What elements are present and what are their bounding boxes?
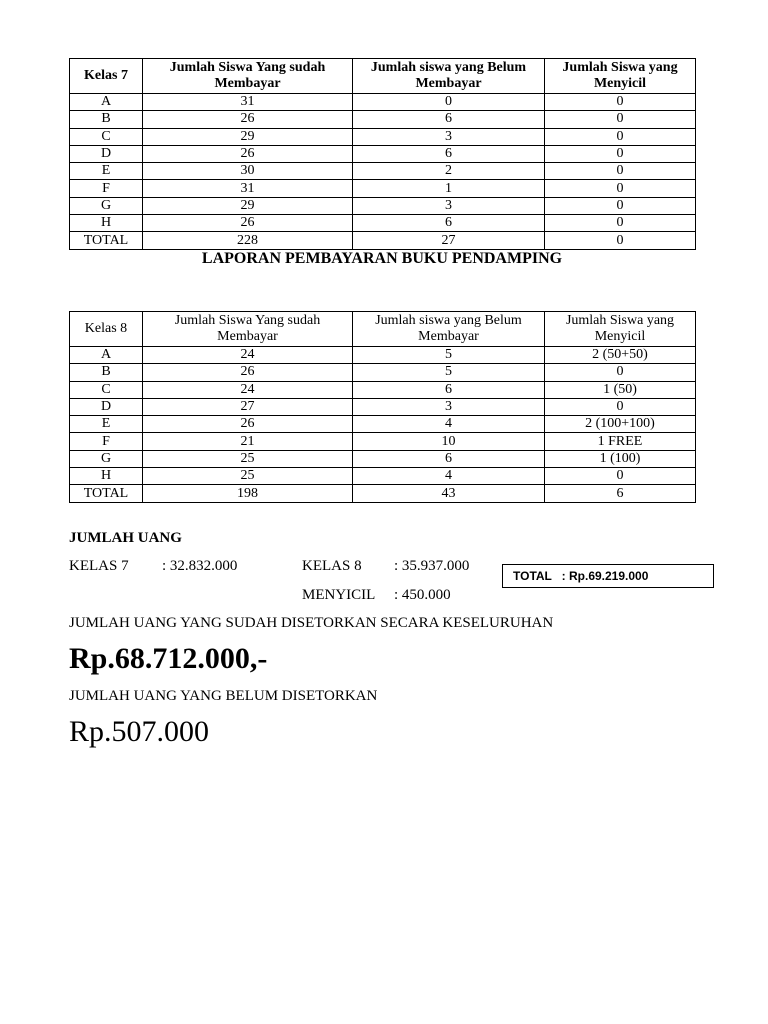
pending-label: JUMLAH UANG YANG BELUM DISETORKAN [69, 688, 378, 704]
table-header-row [70, 59, 696, 94]
table-row [70, 364, 696, 381]
cell-kelas: D [70, 145, 143, 162]
table-row [70, 145, 696, 162]
cell-kelas: F [70, 433, 143, 450]
cell-sudah: 31 [143, 94, 353, 111]
table-row [70, 450, 696, 467]
kelas7-table [69, 58, 696, 250]
cell-sudah: 31 [143, 180, 353, 197]
cell-sudah: 27 [143, 398, 353, 415]
header-sudah-membayar: Jumlah Siswa Yang sudah Membayar [143, 59, 353, 94]
report-title: LAPORAN PEMBAYARAN BUKU PENDAMPING [201, 250, 563, 267]
table-row [70, 433, 696, 450]
cell-belum: 4 [353, 468, 545, 485]
cell-kelas: E [70, 163, 143, 180]
header-belum-membayar: Jumlah siswa yang Belum Membayar [353, 312, 545, 347]
cell-kelas: E [70, 416, 143, 433]
cell-menyicil: 0 [545, 364, 696, 381]
table-row [70, 381, 696, 398]
cell-kelas: H [70, 215, 143, 232]
cell-menyicil: 0 [545, 180, 696, 197]
cell-belum: 6 [353, 111, 545, 128]
cell-menyicil: 2 (50+50) [545, 347, 696, 364]
header-menyicil: Jumlah Siswa yang Menyicil [545, 312, 696, 347]
cell-menyicil: 0 [545, 145, 696, 162]
cell-menyicil: 0 [545, 232, 696, 249]
table-row [70, 416, 696, 433]
header-menyicil: Jumlah Siswa yang Menyicil [545, 59, 696, 94]
cell-belum: 6 [353, 215, 545, 232]
cell-kelas: A [70, 94, 143, 111]
cell-menyicil: 0 [545, 468, 696, 485]
table-row [70, 468, 696, 485]
cell-belum: 0 [353, 94, 545, 111]
cell-sudah: 24 [143, 347, 353, 364]
cell-kelas: H [70, 468, 143, 485]
cell-kelas: C [70, 128, 143, 145]
table-row [70, 347, 696, 364]
jumlah-uang-heading: JUMLAH UANG [69, 530, 182, 546]
cell-kelas: B [70, 111, 143, 128]
kelas8-value: : 35.937.000 [394, 558, 470, 574]
cell-sudah: 26 [143, 145, 353, 162]
cell-menyicil: 2 (100+100) [545, 416, 696, 433]
cell-kelas: D [70, 398, 143, 415]
cell-sudah: 228 [143, 232, 353, 249]
cell-sudah: 25 [143, 468, 353, 485]
header-kelas: Kelas 7 [70, 59, 143, 94]
cell-menyicil: 0 [545, 128, 696, 145]
cell-menyicil: 1 FREE [545, 433, 696, 450]
cell-sudah: 29 [143, 197, 353, 214]
cell-sudah: 25 [143, 450, 353, 467]
cell-sudah: 21 [143, 433, 353, 450]
cell-menyicil: 0 [545, 215, 696, 232]
table-row [70, 398, 696, 415]
cell-belum: 3 [353, 197, 545, 214]
cell-kelas: B [70, 364, 143, 381]
cell-menyicil: 0 [545, 398, 696, 415]
header-kelas: Kelas 8 [70, 312, 143, 347]
cell-sudah: 29 [143, 128, 353, 145]
cell-kelas: TOTAL [70, 232, 143, 249]
cell-belum: 4 [353, 416, 545, 433]
deposited-label: JUMLAH UANG YANG SUDAH DISETORKAN SECARA KESELURUHAN [69, 615, 554, 631]
cell-belum: 5 [353, 364, 545, 381]
table-row [70, 180, 696, 197]
cell-sudah: 26 [143, 111, 353, 128]
cell-belum: 3 [353, 398, 545, 415]
table-row [70, 197, 696, 214]
table-row [70, 94, 696, 111]
cell-belum: 6 [353, 450, 545, 467]
table-row [70, 128, 696, 145]
cell-sudah: 26 [143, 364, 353, 381]
cell-menyicil: 1 (50) [545, 381, 696, 398]
cell-menyicil: 0 [545, 94, 696, 111]
pending-amount: Rp.507.000 [69, 715, 210, 748]
table-row [70, 111, 696, 128]
total-box: TOTAL : Rp.69.219.000 [502, 564, 714, 588]
deposited-amount: Rp.68.712.000,- [69, 642, 268, 675]
table-total-row [70, 232, 696, 249]
cell-belum: 6 [353, 381, 545, 398]
cell-menyicil: 0 [545, 111, 696, 128]
menyicil-value: : 450.000 [394, 587, 451, 603]
cell-belum: 3 [353, 128, 545, 145]
cell-sudah: 26 [143, 416, 353, 433]
table-row [70, 215, 696, 232]
kelas8-table [69, 311, 696, 503]
cell-belum: 1 [353, 180, 545, 197]
table-total-row [70, 485, 696, 502]
kelas8-label: KELAS 8 [302, 558, 362, 574]
kelas7-label: KELAS 7 [69, 558, 129, 574]
cell-menyicil: 6 [545, 485, 696, 502]
cell-belum: 5 [353, 347, 545, 364]
cell-sudah: 198 [143, 485, 353, 502]
cell-belum: 10 [353, 433, 545, 450]
cell-kelas: TOTAL [70, 485, 143, 502]
cell-sudah: 24 [143, 381, 353, 398]
table-row [70, 163, 696, 180]
table-header-row [70, 312, 696, 347]
cell-menyicil: 0 [545, 163, 696, 180]
header-sudah-membayar: Jumlah Siswa Yang sudah Membayar [143, 312, 353, 347]
cell-sudah: 30 [143, 163, 353, 180]
cell-kelas: F [70, 180, 143, 197]
cell-kelas: C [70, 381, 143, 398]
cell-sudah: 26 [143, 215, 353, 232]
menyicil-label: MENYICIL [302, 587, 376, 603]
cell-belum: 27 [353, 232, 545, 249]
kelas7-value: : 32.832.000 [162, 558, 238, 574]
cell-kelas: G [70, 450, 143, 467]
cell-belum: 43 [353, 485, 545, 502]
cell-belum: 2 [353, 163, 545, 180]
cell-menyicil: 0 [545, 197, 696, 214]
header-belum-membayar: Jumlah siswa yang Belum Membayar [353, 59, 545, 94]
cell-menyicil: 1 (100) [545, 450, 696, 467]
cell-belum: 6 [353, 145, 545, 162]
cell-kelas: A [70, 347, 143, 364]
cell-kelas: G [70, 197, 143, 214]
